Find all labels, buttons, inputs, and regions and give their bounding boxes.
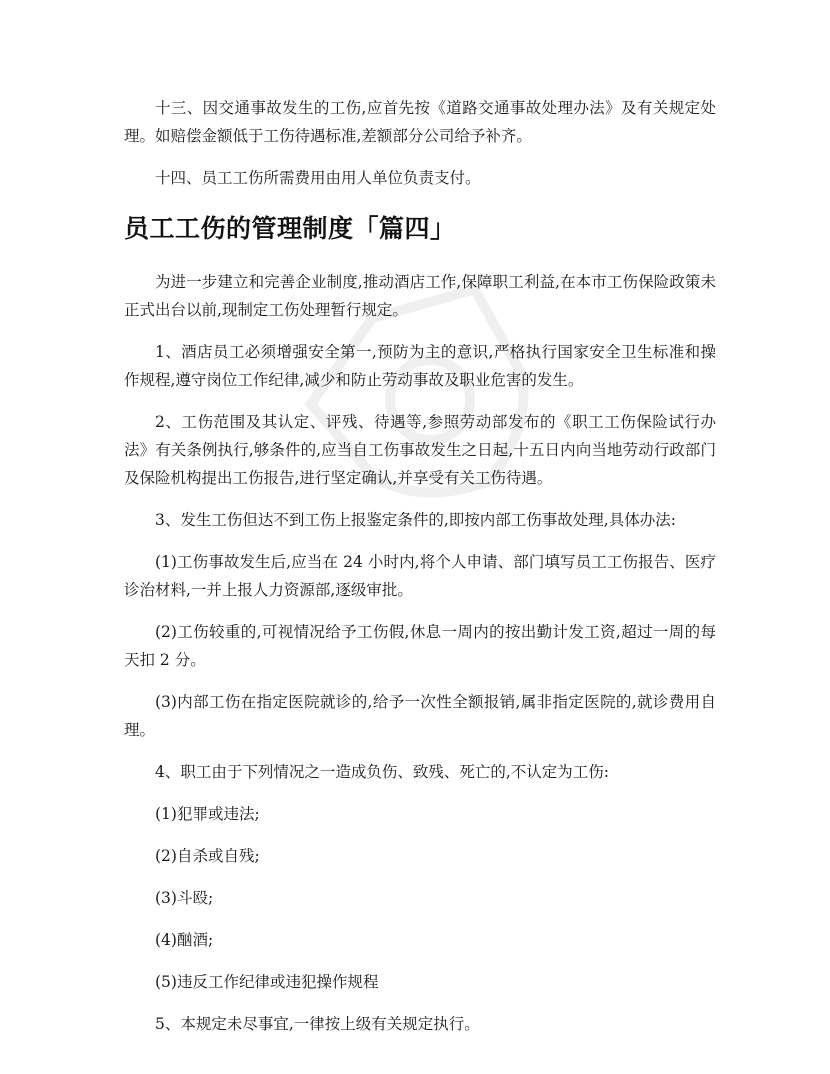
paragraph-13: 十三、因交通事故发生的工伤,应首先按《道路交通事故处理办法》及有关规定处理。如赔偿金额低于工伤待遇标准,差额部分公司给予补齐。	[124, 99, 716, 145]
rule-4-item-1: (1)犯罪或违法;	[155, 805, 260, 823]
rule-4-paragraph: 4、职工由于下列情况之一造成负伤、致残、死亡的,不认定为工伤:	[155, 763, 610, 781]
rule-3-item-1: (1)工伤事故发生后,应当在 24 小时内,将个人申请、部门填写员工工伤报告、医疗诊治材料,一并上报人力资源部,逐级审批。	[124, 553, 716, 599]
rule-3-paragraph: 3、发生工伤但达不到工伤上报鉴定条件的,即按内部工伤事故处理,具体办法:	[155, 511, 676, 529]
section-heading: 员工工伤的管理制度「篇四」	[124, 214, 456, 243]
rule-4-item-3: (3)斗殴;	[155, 889, 214, 907]
paragraph-14: 十四、员工工伤所需费用由用人单位负责支付。	[155, 169, 481, 187]
document-content	[124, 94, 716, 1052]
rule-4-item-4: (4)酗酒;	[155, 931, 214, 949]
rule-5-paragraph: 5、本规定未尽事宜,一律按上级有关规定执行。	[155, 1015, 480, 1033]
rule-3-item-2: (2)工伤较重的,可视情况给予工伤假,休息一周内的按出勤计发工资,超过一周的每天扣 2 分。	[124, 623, 716, 669]
intro-paragraph: 为进一步建立和完善企业制度,推动酒店工作,保障职工利益,在本市工伤保险政策未正式出台以前,现制定工伤处理暂行规定。	[124, 273, 716, 319]
rule-2-paragraph: 2、工伤范围及其认定、评残、待遇等,参照劳动部发布的《职工工伤保险试行办法》有关条例执行,够条件的,应当自工伤事故发生之日起,十五日内向当地劳动行政部门及保险机构提出工伤报告,进行坚定确认,并享受有关工伤待遇。	[124, 413, 716, 487]
rule-1-paragraph: 1、酒店员工必须增强安全第一,预防为主的意识,严格执行国家安全卫生标准和操作规程,遵守岗位工作纪律,减少和防止劳动事故及职业危害的发生。	[124, 343, 716, 389]
rule-3-item-3: (3)内部工伤在指定医院就诊的,给予一次性全额报销,属非指定医院的,就诊费用自理。	[124, 693, 716, 739]
rule-4-item-5: (5)违反工作纪律或违犯操作规程	[155, 973, 379, 991]
rule-4-item-2: (2)自杀或自残;	[155, 847, 260, 865]
